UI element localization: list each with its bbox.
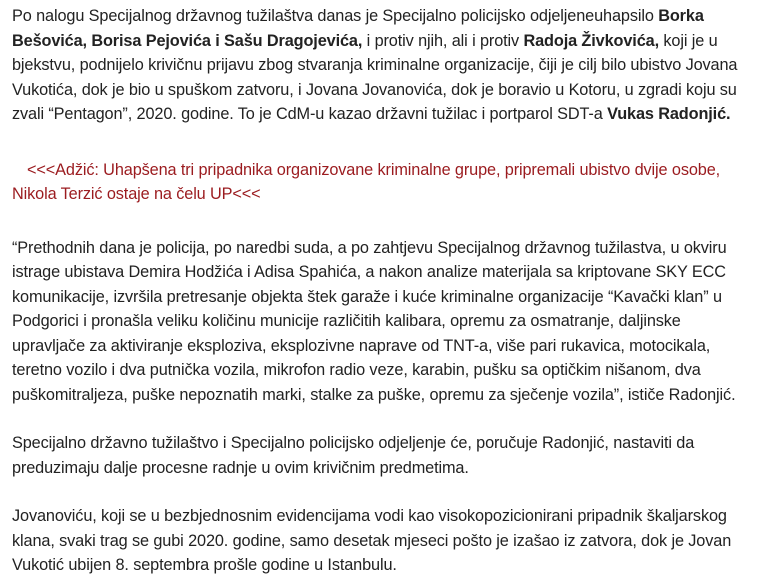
paragraph-intro [12,0,752,127]
paragraph-quote: “Prethodnih dana je policija, po naredbi suda, a po zahtjevu Specijalnog državnog tužilastva, u okviru istrage ubistava Demira Hodžića i Adisa Spahića, a nakon analize materijala sa kriptovane SKY ECC komunikacije, izvršila pretresanje objekta štek garaže i kuće kriminalne organizacije “Kavački klan” u Podgorici i pronašla veliku količinu municije različitih kalibara, opremu za osmatranje, daljinske upravljače za aktiviranje eksploziva, eksplozivne naprave od TNT-a, više pari rukavica, motocikala, teretno vozilo i dva putnička vozila, mikrofon radio veze, karabin, pušku sa optičkim nišanom, dva puškomitraljeza, puške nepoznatih marki, stalke za puške, opremu za sječenje vozila”, ističe Radonjić. [12,238,736,404]
article-body [12,0,752,578]
intro-bold-name-3: Vukas Radonjić. [607,105,731,123]
intro-bold-names-1: Borka Bešovića, Borisa Pejovića i Sašu Dragojevića, [12,7,704,50]
intro-text-2: i protiv njih, ali i protiv [362,31,524,50]
intro-text-1: Po nalogu Specijalnog državnog tužilaštva danas je Specijalno policijsko odjeljeneuhapsilo [12,7,659,25]
intro-bold-name-2: Radoja Živkovića, [523,31,659,50]
intro-text-3: koji je u bjekstvu, podnijelo krivičnu prijavu zbog stvaranja kriminalne organizacije, čiji je cilj bilo ubistvo Jovana Vukotića, dok je bio u spuškom zatvoru, i Jovana Jovanovića, dok je boravio u Kotoru, u zgradi koju su zvali “Pentagon”, 2020. godine. To je CdM-u kazao državni tužilac i portparol SDT-a [12,31,738,123]
paragraph-statement: Specijalno državno tužilaštvo i Specijalno policijsko odjeljenje će, poručuje Radonjić, nastaviti da preduzimaju dalje procesne radnje u ovim krivičnim predmetima. [12,434,695,477]
related-article-link[interactable]: <<<Adžić: Uhapšena tri pripadnika organizovane kriminalne grupe, pripremali ubistvo dvije osobe, Nikola Terzić ostaje na čelu UP<<< [12,160,721,203]
paragraph-background: Jovanoviću, koji se u bezbjednosnim evidencijama vodi kao visokopozicionirani pripadnik škaljarskog klana, svaki trag se gubi 2020. godine, samo desetak mjeseci pošto je izašao iz zatvora, dok je Jovan Vukotić ubijen 8. septembra prošle godine u Istanbulu. [12,507,732,574]
